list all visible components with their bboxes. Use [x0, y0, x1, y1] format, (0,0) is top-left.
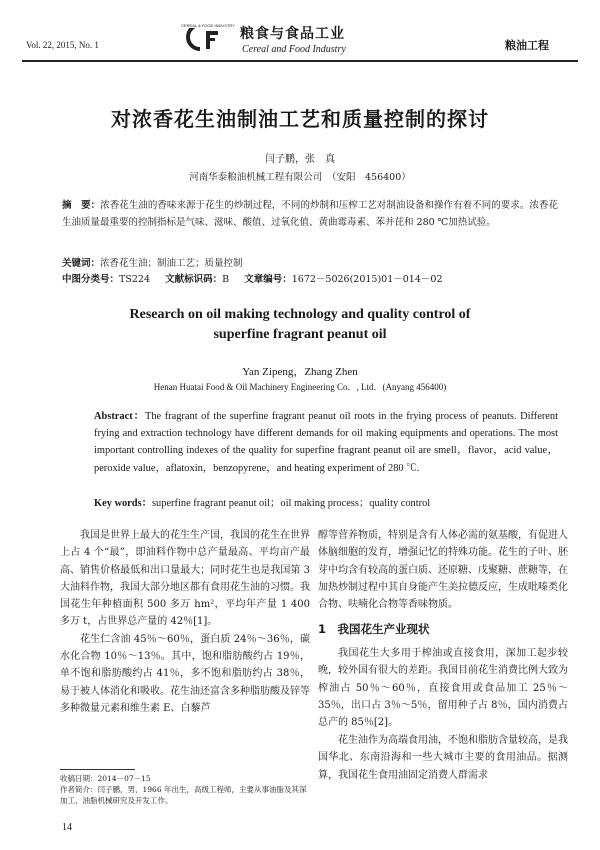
received-date: 收稿日期：2014－07－15 — [60, 774, 151, 783]
keywords-cn — [62, 255, 558, 272]
body-paragraph: 花生油作为高端食用油，不饱和脂肪含量较高，是我国华北、东南沿海和一些大城市主要的食用油品。据测算，我国花生食用油固定消费人群需求 — [318, 735, 568, 781]
journal-volume: Vol. 22, 2015, No. 1 — [26, 40, 99, 50]
article-label: 文章编号： — [244, 274, 292, 285]
keywords-cn-text: 浓香花生油；制油工艺；质量控制 — [100, 258, 243, 269]
journal-name-cn: 粮食与食品工业 — [240, 26, 345, 42]
svg-text:CEREAL & FOOD INDUSTRY: CEREAL & FOOD INDUSTRY — [181, 23, 235, 28]
paper-title-en: Research on oil making technology and quality control of superfine fragrant peanut oil — [129, 307, 471, 342]
journal-logo — [181, 22, 235, 52]
author-bio: 作者简介：闫子鹏，男，1966 年出生，高级工程师，主要从事油脂及其深加工、油脂机械研究及开发工作。 — [60, 785, 307, 805]
keywords-cn-label: 关键词： — [62, 258, 101, 269]
journal-name-en: Cereal and Food Industry — [242, 44, 346, 55]
clc-label: 中图分类号： — [62, 274, 120, 285]
abstract-cn-label: 摘 要： — [62, 200, 101, 211]
affiliation-cn: 河南华泰粮油机械工程有限公司 （安阳 456400） — [189, 172, 411, 183]
section-heading-1: 1 我国花生产业现状 — [318, 622, 430, 636]
keywords-en-label: Key words： — [94, 498, 153, 509]
authors-en: Yan Zipeng，Zhang Zhen — [242, 366, 358, 378]
body-column-right-mid — [318, 645, 568, 731]
body-paragraph: 我国是世界上最大的花生生产国，我国的花生在世界上占 4 个“最”，即油料作物中总产量最高、平均亩产最高、销售价格最低和出口量最大；同时花生也是我国第 3 大油料作物，我国大部分地区都有食用花生油的习惯。我国花生年种植面积 500 多万 hm²，平均年产量 1 400 多万 t，占世界总产量的 42％[1]。 — [60, 530, 310, 628]
affiliation-en: Henan Huatai Food & Oil Machinery Engineering Co．, Ltd．(Anyang 456400) — [153, 382, 447, 392]
body-paragraph: 醇等营养物质，特别是含有人体必需的氨基酸，有促进人体脑细胞的发育，增强记忆的特殊功能。花生的子叶、胚芽中均含有较高的蛋白质、还原糖、戊聚糖、蔗糖等，在加热炒制过程中其自身能产生美拉德反应，生成吡嗪类化合物、呋喃化合物等香味物质。 — [318, 530, 568, 611]
classification-line — [62, 271, 558, 288]
authors-cn: 闫子鹏，张 真 — [265, 154, 335, 165]
article-value: 1672－5026(2015)01－014－02 — [291, 274, 443, 285]
body-paragraph: 我国花生大多用于榨油或直接食用，深加工起步较晚，较外国有很大的差距。我国目前花生消费比例大致为榨油占 50％～60％，直接食用或食品加工 25％～35％，出口占 3％～5％，留用种子占 8％，国内消费占总产的 85％[2]。 — [318, 648, 568, 729]
body-column-right — [318, 527, 568, 613]
doc-value: B — [222, 274, 230, 285]
abstract-cn-text: 浓香花生油的香味来源于花生的炒制过程，不同的炒制和压榨工艺对制油设备和操作有着不同的要求。浓香花生油质量最重要的控制指标是气味、滋味、酸值、过氧化值、黄曲霉毒素、苯并芘和 280 ℃加热试验。 — [62, 200, 558, 228]
keywords-en-text: superfine fragrant peanut oil；oil making process；quality control — [152, 498, 431, 509]
clc-value: TS224 — [119, 274, 150, 285]
abstract-en-label: Abstract： — [94, 411, 145, 422]
keywords-en — [94, 494, 558, 509]
header-rule — [22, 60, 578, 62]
footnote — [60, 773, 312, 806]
page-number: 14 — [62, 822, 72, 833]
body-column-left — [60, 527, 310, 717]
section-tag: 粮油工程 — [505, 39, 549, 52]
abstract-en — [94, 408, 558, 477]
abstract-en-text: The fragrant of the superfine fragrant peanut oil roots in the frying process of peanuts. Different frying and extraction technology have different demands for oil making equipments and operations. The most important controlling indexes of the quality for superfine fragrant peanut oil are smell，flavor，acid value，peroxide value，aflatoxin，benzopyrene，and heating experiment of 280 ℃. — [94, 411, 558, 474]
body-paragraph: 花生仁含油 45％～60％，蛋白质 24％～36％，碳水化合物 10％～13％。其中，饱和脂肪酸约占 19％，单不饱和脂肪酸约占 41％，多不饱和脂肪约占 38％，易于被人体消化和吸收。花生油还富含多种脂肪酸及锌等多种微量元素和维生素 E、白藜芦 — [60, 633, 310, 714]
footnote-rule — [60, 769, 135, 770]
abstract-cn — [62, 197, 558, 231]
logo-icon — [181, 22, 235, 52]
paper-title-cn: 对浓香花生油制油工艺和质量控制的探讨 — [111, 107, 489, 131]
body-column-right-bottom — [318, 732, 568, 784]
doc-label: 文献标识码： — [165, 274, 223, 285]
